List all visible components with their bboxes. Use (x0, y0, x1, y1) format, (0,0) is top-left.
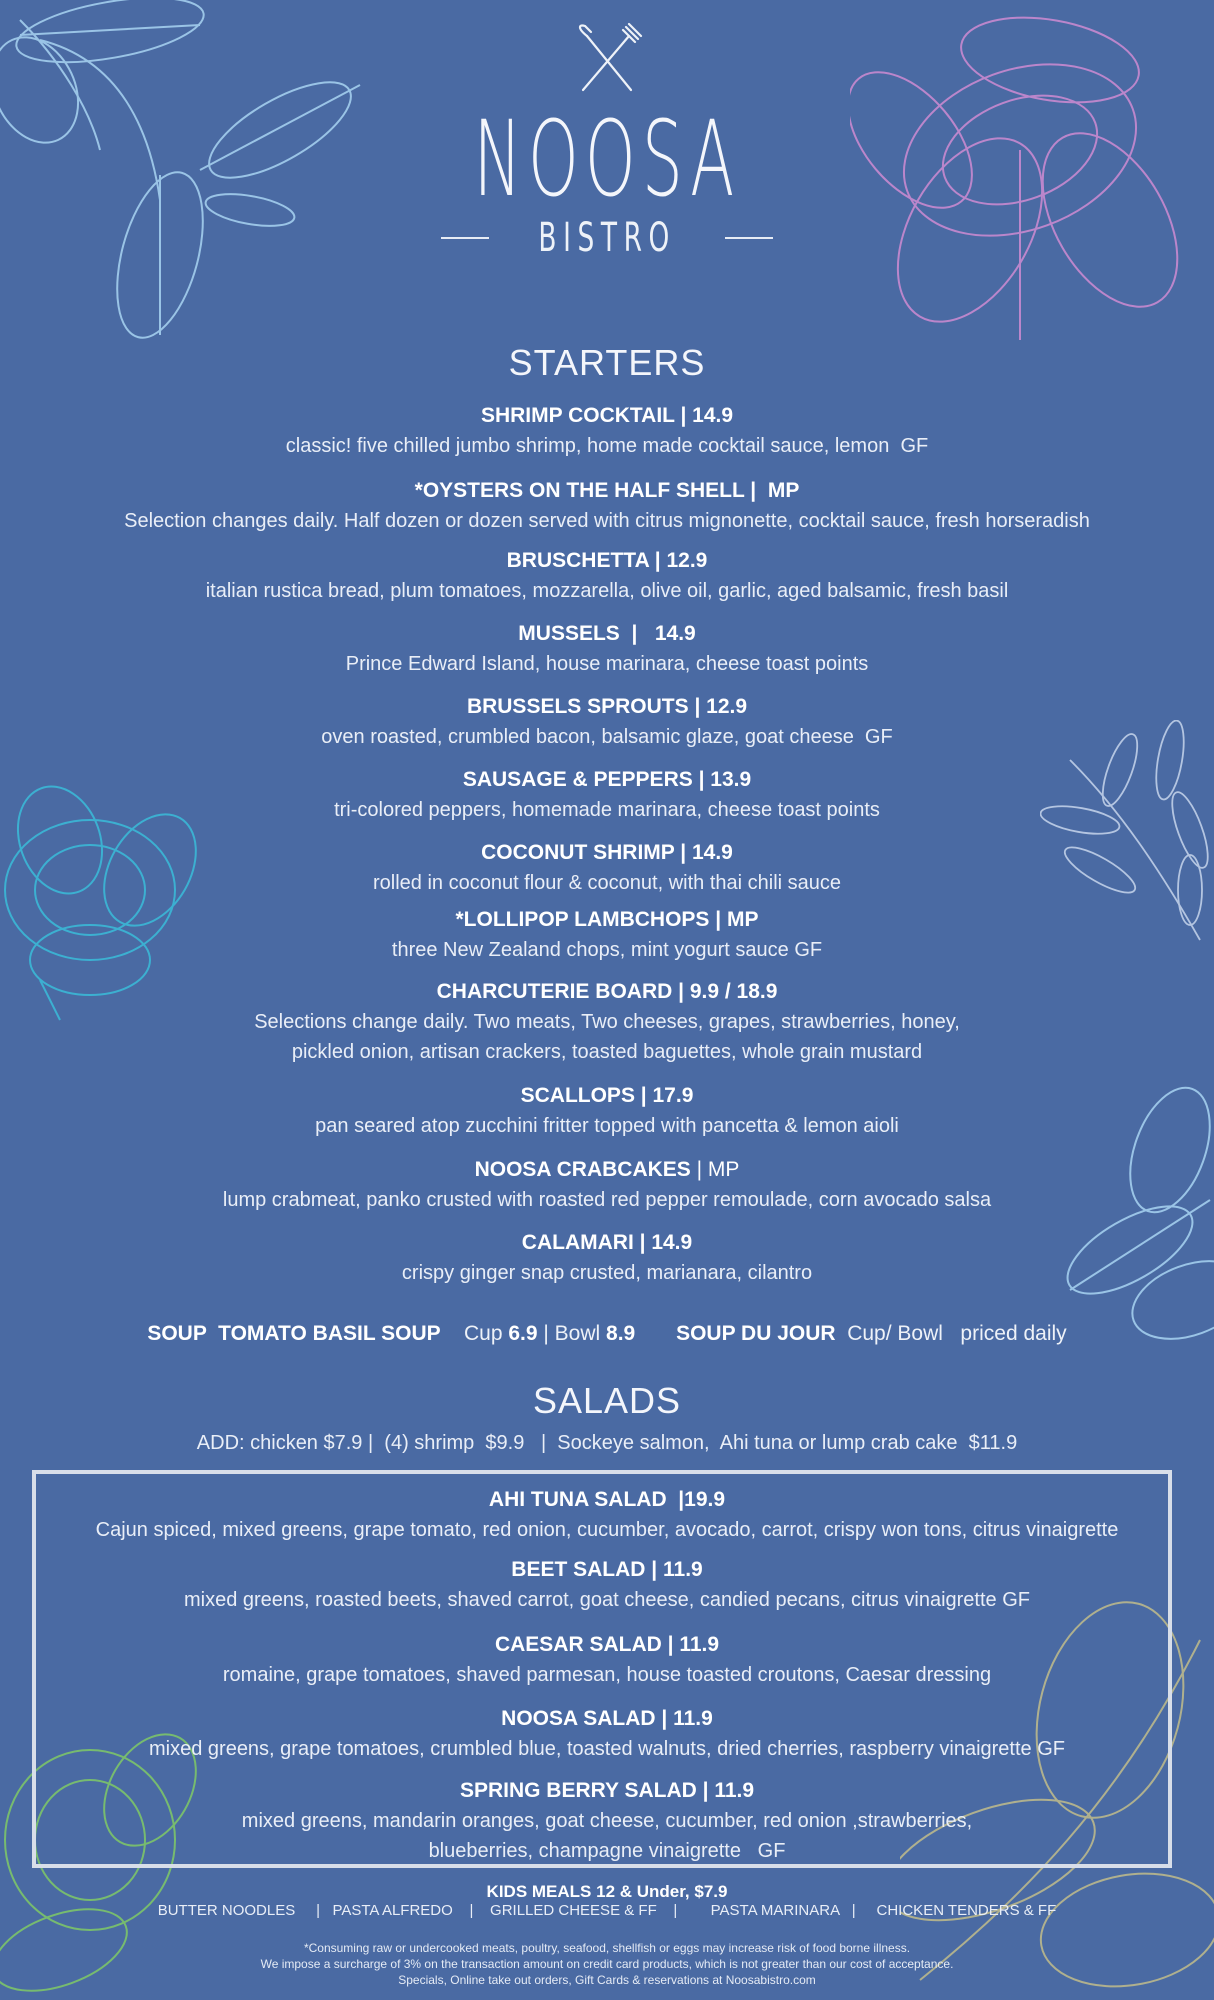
item-name: *OYSTERS ON THE HALF SHELL | MP (414, 479, 800, 502)
item-desc: italian rustica bread, plum tomatoes, mozzarella, olive oil, garlic, aged balsamic, fresh basil (205, 580, 1009, 602)
item-name: MUSSELS | 14.9 (518, 622, 696, 645)
menu-item-coconut-shrimp (0, 838, 1214, 898)
fine-print (0, 1940, 1214, 1988)
fork-knife-icon (571, 22, 643, 94)
kids-title: KIDS MEALS 12 & Under, $7.9 (486, 1882, 728, 1901)
item-name: COCONUT SHRIMP | 14.9 (481, 841, 733, 864)
salads-heading: SALADS (532, 1380, 682, 1421)
menu-item-sausage-peppers (0, 765, 1214, 825)
item-name: BRUSSELS SPROUTS | 12.9 (466, 695, 748, 718)
menu-item-spring-berry-salad (0, 1776, 1214, 1866)
item-desc: Selection changes daily. Half dozen or dozen served with citrus mignonette, cocktail sauce, fresh horseradish (124, 510, 1090, 532)
item-name: SPRING BERRY SALAD | 11.9 (459, 1779, 755, 1802)
menu-item-bruschetta (0, 546, 1214, 606)
menu-item-scallops (0, 1081, 1214, 1141)
menu-item-mussels (0, 619, 1214, 679)
item-desc: Cajun spiced, mixed greens, grape tomato, red onion, cucumber, avocado, carrot, crispy won tons, citrus vinaigrette (95, 1519, 1119, 1541)
fine-print-line2: We impose a surcharge of 3% on the transaction amount on credit card products, which is not greater than our cost of acceptance. (260, 1957, 954, 1971)
menu-item-ahi-tuna-salad (0, 1485, 1214, 1545)
starters-heading: STARTERS (508, 342, 706, 383)
item-desc: lump crabmeat, panko crusted with roasted red pepper remoulade, corn avocado salsa (222, 1189, 992, 1211)
soup-cup-label: Cup (463, 1322, 509, 1345)
soup-du-jour-desc: Cup/ Bowl priced daily (835, 1322, 1067, 1345)
soup-cup-price: 6.9 (508, 1322, 538, 1345)
item-desc-line2: blueberries, champagne vinaigrette GF (428, 1840, 786, 1862)
item-desc: Selections change daily. Two meats, Two cheeses, grapes, strawberries, honey, (254, 1011, 960, 1033)
item-name: CAESAR SALAD | 11.9 (494, 1633, 720, 1656)
kids-meals (0, 1882, 1214, 1919)
item-desc: mixed greens, mandarin oranges, goat cheese, cucumber, red onion ,strawberries, (241, 1810, 973, 1832)
item-desc: pan seared atop zucchini fritter topped with pancetta & lemon aioli (315, 1115, 899, 1137)
fine-print-line1: *Consuming raw or undercooked meats, poultry, seafood, shellfish or eggs may increase risk of food borne illness. (303, 1941, 911, 1955)
item-name: *LOLLIPOP LAMBCHOPS | MP (455, 908, 759, 931)
soup-label: SOUP TOMATO BASIL SOUP (147, 1322, 441, 1345)
item-name: CHARCUTERIE BOARD | 9.9 / 18.9 (436, 980, 778, 1003)
item-name: AHI TUNA SALAD |19.9 (488, 1488, 726, 1511)
menu-item-lambchops (0, 905, 1214, 965)
logo-rule-left (441, 237, 489, 239)
item-desc: romaine, grape tomatoes, shaved parmesan, house toasted croutons, Caesar dressing (222, 1664, 992, 1686)
item-name: NOOSA SALAD | 11.9 (501, 1707, 713, 1730)
menu-item-shrimp-cocktail (0, 401, 1214, 461)
soup-row (0, 1322, 1214, 1346)
kids-items: BUTTER NOODLES | PASTA ALFREDO | GRILLED CHEESE & FF | PASTA MARINARA | CHICKEN TENDERS & FF (157, 1902, 1057, 1919)
menu-item-oysters (0, 476, 1214, 536)
item-price: | MP (690, 1158, 740, 1181)
item-name: BRUSCHETTA | 12.9 (506, 549, 708, 572)
soup-du-jour-label: SOUP DU JOUR (676, 1322, 836, 1345)
item-name: SCALLOPS | 17.9 (520, 1084, 694, 1107)
item-desc: oven roasted, crumbled bacon, balsamic glaze, goat cheese GF (321, 726, 893, 748)
item-name: CALAMARI | 14.9 (521, 1231, 693, 1254)
menu-item-brussels-sprouts (0, 692, 1214, 752)
logo-rule-right (725, 237, 773, 239)
item-desc: classic! five chilled jumbo shrimp, home made cocktail sauce, lemon GF (285, 435, 929, 457)
fine-print-line3: Specials, Online take out orders, Gift Cards & reservations at Noosabistro.com (398, 1973, 816, 1987)
menu-item-calamari (0, 1228, 1214, 1288)
item-name: NOOSA CRABCAKES (474, 1158, 691, 1181)
item-desc: mixed greens, roasted beets, shaved carrot, goat cheese, candied pecans, citrus vinaigrette GF (183, 1589, 1030, 1611)
item-name: SAUSAGE & PEPPERS | 13.9 (462, 768, 752, 791)
item-desc: mixed greens, grape tomatoes, crumbled blue, toasted walnuts, dried cherries, raspberry vinaigrette GF (149, 1738, 1065, 1760)
item-name: SHRIMP COCKTAIL | 14.9 (480, 404, 734, 427)
soup-separator: | (537, 1322, 555, 1345)
item-desc: crispy ginger snap crusted, marianara, cilantro (401, 1262, 813, 1284)
menu-item-caesar-salad (0, 1630, 1214, 1690)
menu-item-beet-salad (0, 1555, 1214, 1615)
soup-bowl-label: Bowl (554, 1322, 607, 1345)
item-desc-line2: pickled onion, artisan crackers, toasted baguettes, whole grain mustard (291, 1041, 923, 1063)
menu-item-charcuterie (0, 977, 1214, 1067)
menu-item-noosa-salad (0, 1704, 1214, 1764)
item-desc: rolled in coconut flour & coconut, with thai chili sauce (372, 872, 842, 894)
logo-title: NOOSA (473, 98, 741, 220)
soup-bowl-price: 8.9 (606, 1322, 636, 1345)
item-name: BEET SALAD | 11.9 (511, 1558, 703, 1581)
item-desc: tri-colored peppers, homemade marinara, cheese toast points (334, 799, 880, 821)
restaurant-logo (0, 22, 1214, 261)
item-desc: three New Zealand chops, mint yogurt sauce GF (391, 939, 823, 961)
salad-add-ons: ADD: chicken $7.9 | (4) shrimp $9.9 | Sockeye salmon, Ahi tuna or lump crab cake $11.9 (196, 1432, 1018, 1454)
menu-item-crabcakes (0, 1155, 1214, 1215)
item-desc: Prince Edward Island, house marinara, cheese toast points (345, 653, 869, 675)
logo-subtitle: BISTRO (538, 215, 676, 261)
